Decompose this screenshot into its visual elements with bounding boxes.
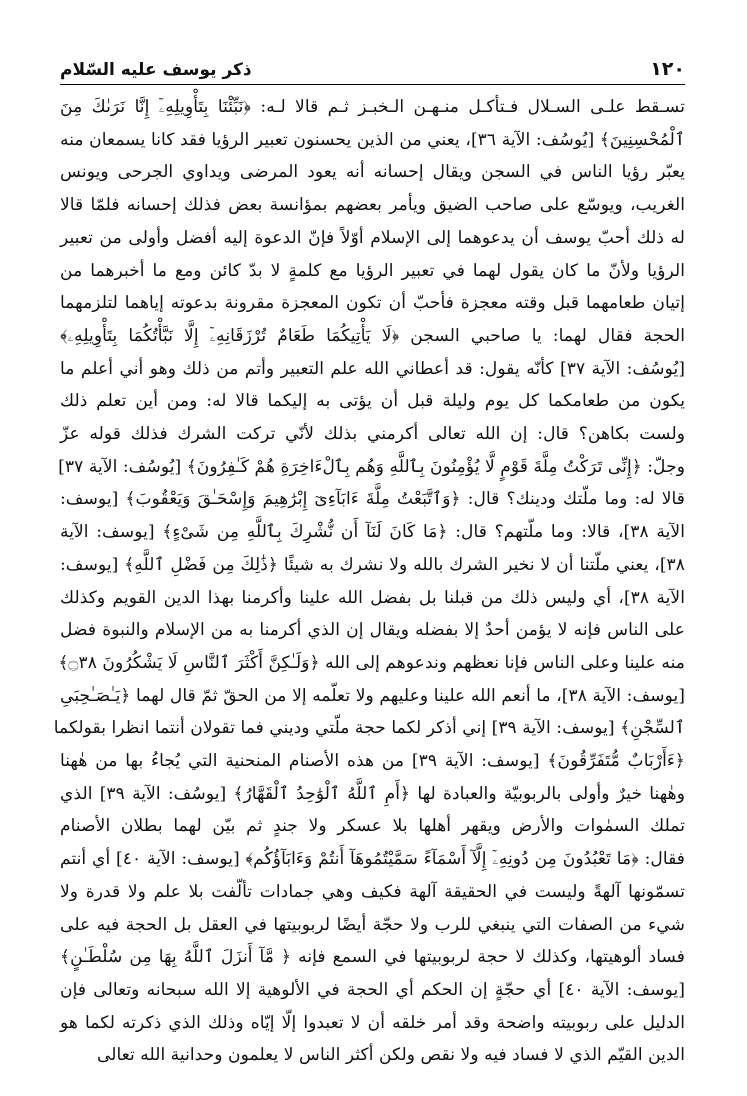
book-page [53,52,686,1082]
text-line: شيء من الصفات التي ينبغي للرب ولا حجّة أيضًا لربوبيتها في العقل بل الحجة فيه على [60,914,685,935]
text-line: ٣٨]، يعني ملّتنا أن لا نخير الشرك بالله ولا نشرك به شيئًا ﴿ذَٰلِكَ مِن فَضْلِ ٱللَّهِ﴾ [يوسف: [60,554,685,575]
text-line: الرؤيا ولأنّ ما كان يقول لهما في تعبير الرؤيا مع كلمةٍ لا بدّ كائن ومع ما أخبرهما من [60,260,685,281]
text-line: الآية ٣٨]، قالا: وما ملّتهم؟ قال: ﴿مَا كَانَ لَنَآ أَن نُّشْرِكَ بِٱللَّهِ مِن شَىْءٍ﴾ [يوسف: الآية [60,522,685,543]
text-line: تسمّونها آلهةً وليست في الحقيقة آلهة فكيف وهي جمادات تألّفت بلا علم ولا قدرة ولا [60,881,685,902]
text-line: [يوسف: الآية ٣٨]، ما أنعم الله علينا وعليهم ولا تعلّمه إلا من الحقّ ثمّ قال لهما ﴿يَـٰصَـٰحِبَىِ [60,685,686,706]
running-header [60,52,685,85]
text-line: الآية ٣٨]، أي وليس ذلك من قبلنا بل بفضل الله علينا وأكرمنا بهذا الدين القويم وكذلك [60,587,685,608]
text-line: يكون من طعامكما كل يوم وليلة قبل أن يؤتى به إليكما قالا له: ومن أين تعلم ذلك [60,391,685,412]
text-line: الغريب، ويوسّع على صاحب الضيق ويأمر بعضهم بمؤانسة بعض فذلك إحسانه فلمّا قالا [60,195,685,216]
text-line: تملك السمٰوات والأرض ويقهر أهلها بلا عسكر ولا جندٍ ثم بيّن لهما بطلان الأصنام [60,816,685,837]
text-line: [يوسف: الآية ٤٠] أي حجّةٍ إن الحكم أي الحجة في الألوهية إلا الله سبحانه وتعالى فإن [60,979,685,1000]
text-line: منه علينا وعلى الناس فإنا نعظهم وندعوهم إلى الله ﴿وَلَـٰكِنَّ أَكْثَرَ ٱلنَّاسِ لَا يَشْكُرُونَ ۝٣٨﴾ [58,652,685,673]
text-line: الدليل على ربوبيته واضحة وقد أمر خلقه أن لا تعبدوا إلّا إيّاه وذلك الذي ذكرته لكما هو [60,1012,685,1033]
text-line: ولست بكاهن؟ قال: إن الله تعالى أكرمني بذلك لأنّي تركت الشرك فذلك قوله عزّ [60,424,685,445]
text-line: على الناس فإنه لا يؤمن أحدٌ إلا بفضله ويقال إن الذي أكرمنا به من الإسلام والنبوة فضل [60,620,685,641]
text-line: [يُوسُف: الآية ٣٧] كأنّه يقول: قد أعطاني الله علم التعبير وأتم من ذلك وهو أني أعلم ما [60,358,685,379]
text-line: قالا له: وما ملّتك ودينك؟ قال: ﴿وَٱتَّبَعْتُ مِلَّةَ ءَابَآءِىٓ إِبْرَٰهِيمَ وَإِسْحَـٰقَ وَيَعْقُوبَ﴾ [يوسف: [60,489,685,510]
text-line: له ذلك أحبّ يوسف أن يدعوهما إلى الإسلام أوّلاً فإنّ الدعوة إليه أفضل وأولى من تعبير [60,227,685,248]
text-line: الدين القيّم الذي لا فساد فيه ولا نقص ولكن أكثر الناس لا يعلمون وحدانية الله تعالى [96,1045,685,1066]
text-line: فقال: ﴿مَا تَعْبُدُونَ مِن دُونِهِۦٓ إِلَّآ أَسْمَآءً سَمَّيْتُمُوهَآ أَنتُمْ وَءَابَآؤُكُم﴾ [يوسف: الآية ٤٠] أي أنتم [60,849,685,870]
text-line: إتيان طعامهما قبل وقته معجزة فأحبّ أن تكون المعجزة مقرونة بدعوته إياهما لتلزمهما [60,293,685,314]
text-line: وهٰهنا خيرٌ وأولى بالربوبيّة والعبادة لها ﴿أَمِ ٱللَّهُ ٱلْوَٰحِدُ ٱلْقَهَّارُ﴾ [يوسُف: الآية ٣٩] الذي [60,783,685,804]
text-line: ٱلْمُحْسِنِينَ﴾ [يُوسُف: الآية ٣٦]، يعني من الذين يحسنون تعبير الرؤيا فقد كانا يسمعان منه [60,129,685,150]
text-line: وجلّ: ﴿إِنِّى تَرَكْتُ مِلَّةَ قَوْمٍ لَّا يُؤْمِنُونَ بِٱللَّهِ وَهُم بِٱلْءَاخِرَةِ هُمْ كَـٰفِرُونَ﴾ [يُوسُف: الآية ٣٧] [58,456,685,477]
text-line: فساد ألوهيتها، وكذلك لا حجة لربوبيتها في السمع فإنه ﴿ مَّآ أَنزَلَ ٱللَّهُ بِهَا مِن سُلْطَـٰنٍ﴾ [60,947,685,968]
text-line: ٱلسِّجْنِ﴾ [يوسف: الآية ٣٩] إني أذكر لكما حجة ملّتي وديني فما تقولان أنتما انظرا بقولكما [53,718,685,739]
page-number: ١٢٠ [650,58,685,80]
text-line: ﴿ءَأَرْبَابٌ مُّتَفَرِّقُونَ﴾ [يوسف: الآية ٣٩] من هذه الأصنام المنحنية التي يُجاءُ بها من هٰهنا [60,751,685,772]
text-line: الحجة فقال لهما: يا صاحبي السجن ﴿لَا يَأْتِيكُمَا طَعَامٌ تُرْزَقَانِهِۦٓ إِلَّا نَبَّأْتُكُمَا بِتَأْوِيلِهِۦ﴾ [60,325,685,346]
body-text [53,91,686,1072]
running-title: ذكر يوسف عليه السّلام [60,60,252,80]
text-line: يعبّر رؤيا الناس في السجن ويقال إحسانه أنه يعود المرضى ويداوي الجرحى ويونس [60,162,685,183]
text-line: تسـقط علـى السـلال فـتأكـل منـهـن الـخبـز ثـم قالا لـه: ﴿نَبِّئْنَا بِتَأْوِيلِهِۦٓ إِنَّا نَرَىٰكَ مِنَ [60,97,685,117]
